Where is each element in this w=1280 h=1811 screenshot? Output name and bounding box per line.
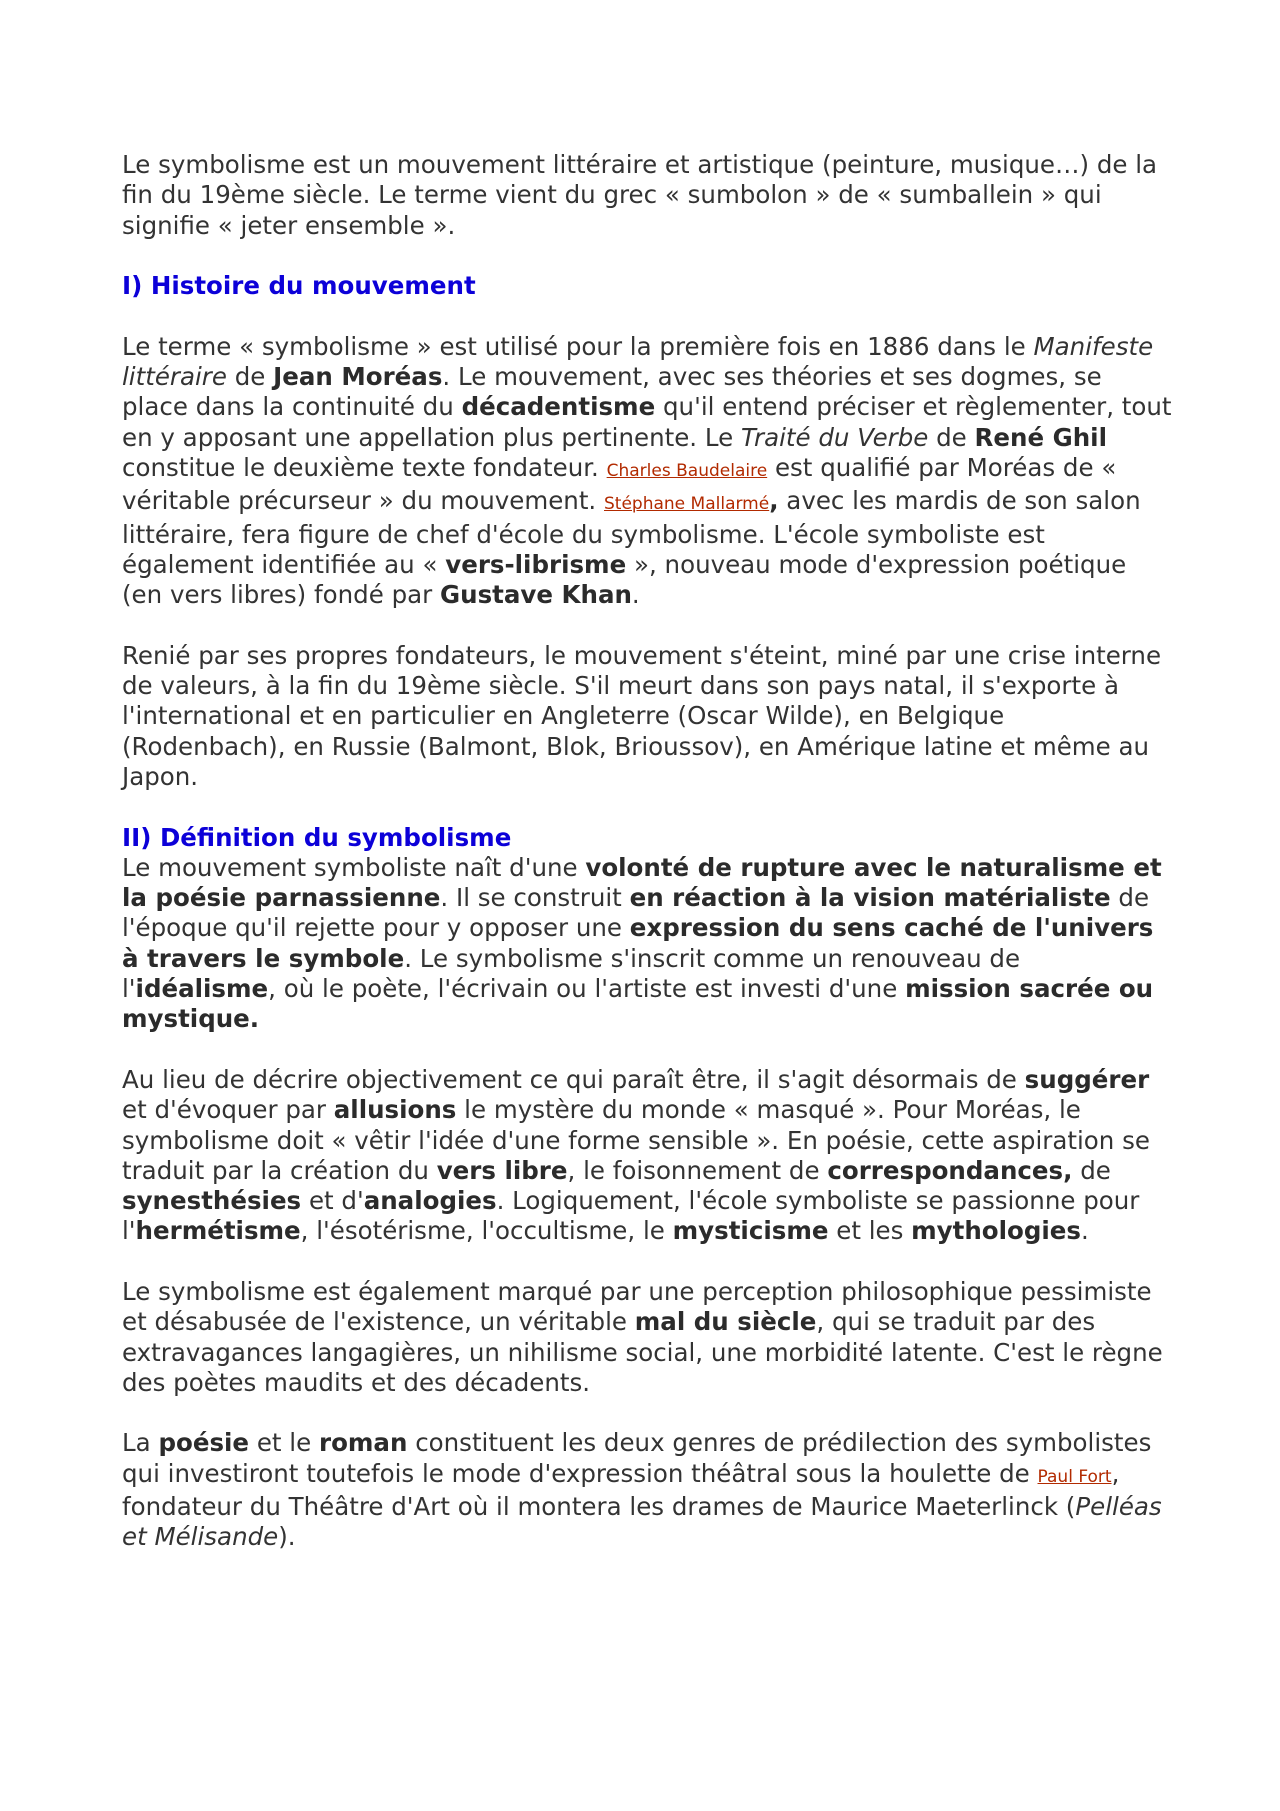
bold-term: en réaction à la vision matérialiste — [629, 883, 1111, 913]
traite-title: Traité du Verbe — [740, 422, 929, 452]
text-run: qu'il entend préciser et règlementer, tout en y apposant une appellation plus pertinente. Le — [122, 392, 1172, 452]
text-run: de l'époque qu'il rejette pour y opposer une — [122, 883, 1150, 943]
bold-term: mythologies — [911, 1216, 1082, 1246]
spacer — [122, 301, 1172, 331]
text-run: Le symbolisme est également marqué par une perception philosophique pessimiste et désabusée de l'existence, un véritable — [122, 1276, 1152, 1337]
bold-term: expression du sens caché de l'univers à travers le symbole — [122, 913, 1154, 973]
text-run: constituent les deux genres de prédilection des symbolistes qui investiront toutefois le mode d'expression théâtral sous la houlette de — [122, 1428, 1152, 1488]
text-run: ). — [278, 1522, 296, 1552]
section-1-heading: I) Histoire du mouvement — [122, 271, 476, 301]
bold-term: allusions — [333, 1095, 457, 1125]
bold-term: René Ghil — [974, 422, 1107, 452]
bold-term: Gustave Khan — [440, 580, 632, 610]
text-run: et le — [249, 1428, 319, 1458]
bold-term: vers-librisme — [445, 549, 627, 579]
spacer — [122, 1247, 1172, 1277]
bold-term: Jean Moréas — [273, 362, 443, 392]
bold-comma: , — [769, 486, 779, 516]
bold-term: synesthésies — [122, 1186, 302, 1216]
spacer — [122, 792, 1172, 822]
bold-term: mission sacrée ou mystique. — [122, 974, 1154, 1034]
text-run: de — [1072, 1155, 1111, 1185]
text-run: , le foisonnement de — [567, 1155, 828, 1185]
text-run: . Le symbolisme s'inscrit comme un renouveau de l' — [122, 943, 1021, 1004]
section-2-paragraph-3 — [122, 1277, 1172, 1398]
bold-term: idéalisme — [135, 974, 269, 1004]
section-2-paragraph-1 — [122, 853, 1172, 1035]
section-2-heading: II) Définition du symbolisme — [122, 822, 512, 852]
text-run: le mystère du monde « masqué ». Pour Moréas, le symbolisme doit « vêtir l'idée d'une forme sensible ». En poésie, cette aspiration se traduit par la création du — [122, 1095, 1150, 1185]
link-stephane-mallarme[interactable]: Stéphane Mallarmé — [604, 494, 770, 515]
text-run: . Logiquement, l'école symboliste se passionne pour l' — [122, 1186, 1140, 1246]
spacer — [122, 1398, 1172, 1428]
bold-term: correspondances, — [827, 1155, 1073, 1185]
text-run: . — [1081, 1216, 1089, 1246]
text-run: , l'ésotérisme, l'occultisme, le — [300, 1216, 673, 1246]
text-run: de — [226, 362, 274, 392]
intro-paragraph — [122, 150, 1172, 241]
text-run: et les — [828, 1216, 912, 1246]
section-1-paragraph-2: Renié par ses propres fondateurs, le mouvement s'éteint, miné par une crise interne de valeurs, à la fin du 19ème siècle. S'il meurt dans son pays natal, il s'exporte à l'international et en particulier en Angleterre (Oscar Wilde), en Belgique (Rodenbach), en Russie (Balmont, Blok, Brioussov), en Amérique latine et même au Japon. — [122, 640, 1162, 791]
text-run: de — [928, 422, 975, 452]
bold-term: décadentisme — [461, 392, 656, 422]
pelleas-title: Pelléas et Mélisande — [122, 1492, 1162, 1552]
bold-term: roman — [318, 1428, 408, 1458]
spacer — [122, 241, 1172, 271]
document-body — [122, 150, 1172, 1553]
link-paul-fort[interactable]: Paul Fort — [1037, 1466, 1112, 1487]
link-charles-baudelaire[interactable]: Charles Baudelaire — [606, 460, 768, 481]
text-run: et d'évoquer par — [122, 1095, 334, 1125]
text-run: . Il se construit — [440, 883, 630, 913]
text-run: Le mouvement symboliste naît d'une — [122, 852, 586, 882]
bold-term: analogies — [363, 1186, 497, 1216]
text-run: Le terme « symbolisme » est utilisé pour la première fois en 1886 dans le — [122, 331, 1034, 361]
bold-term: vers libre — [436, 1155, 568, 1185]
text-run: . Le mouvement, avec ses théories et ses dogmes, se place dans la continuité du — [122, 362, 1102, 422]
text-run: constitue le deuxième texte fondateur. — [122, 452, 607, 482]
bold-term: hermétisme — [135, 1216, 301, 1246]
section-2-paragraph-4 — [122, 1428, 1172, 1552]
section-1-paragraph-1 — [122, 332, 1172, 611]
text-run: , où le poète, l'écrivain ou l'artiste est investi d'une — [268, 974, 906, 1004]
text-run: La — [122, 1428, 159, 1458]
intro-text: Le symbolisme est un mouvement littéraire et artistique (peinture, musique…) de la fin du 19ème siècle. Le terme vient du grec « sumbolon » de « sumballein » qui signifie « jeter ensemble ». — [122, 150, 1158, 240]
text-run: . — [631, 580, 640, 610]
spacer — [122, 1035, 1172, 1065]
spacer — [122, 610, 1172, 640]
bold-term: volonté de rupture avec le naturalisme et la poésie parnassienne — [122, 852, 1162, 913]
text-run: est qualifié par Moréas de « véritable précurseur » du mouvement. — [122, 452, 1117, 516]
bold-term: poésie — [158, 1428, 250, 1458]
text-run: , qui se traduit par des extravagances langagières, un nihilisme social, une morbidité latente. C'est le règne des poètes maudits et des décadents. — [122, 1307, 1163, 1397]
text-run: avec les mardis de son salon littéraire, fera figure de chef d'école du symbolisme. L'école symboliste est également identifiée au « — [122, 486, 1141, 579]
bold-term: suggérer — [1024, 1064, 1150, 1094]
text-run: et d' — [301, 1186, 364, 1216]
bold-term: mal du siècle — [634, 1307, 817, 1337]
text-run: , fondateur du Théâtre d'Art où il montera les drames de Maurice Maeterlinck ( — [122, 1458, 1120, 1522]
section-2-paragraph-2 — [122, 1065, 1172, 1247]
text-run: », nouveau mode d'expression poétique (en vers libres) fondé par — [122, 549, 1127, 610]
bold-term: mysticisme — [672, 1216, 829, 1246]
manifeste-title: Manifeste littéraire — [122, 331, 1154, 392]
text-run: Au lieu de décrire objectivement ce qui paraît être, il s'agit désormais de — [122, 1064, 1025, 1094]
